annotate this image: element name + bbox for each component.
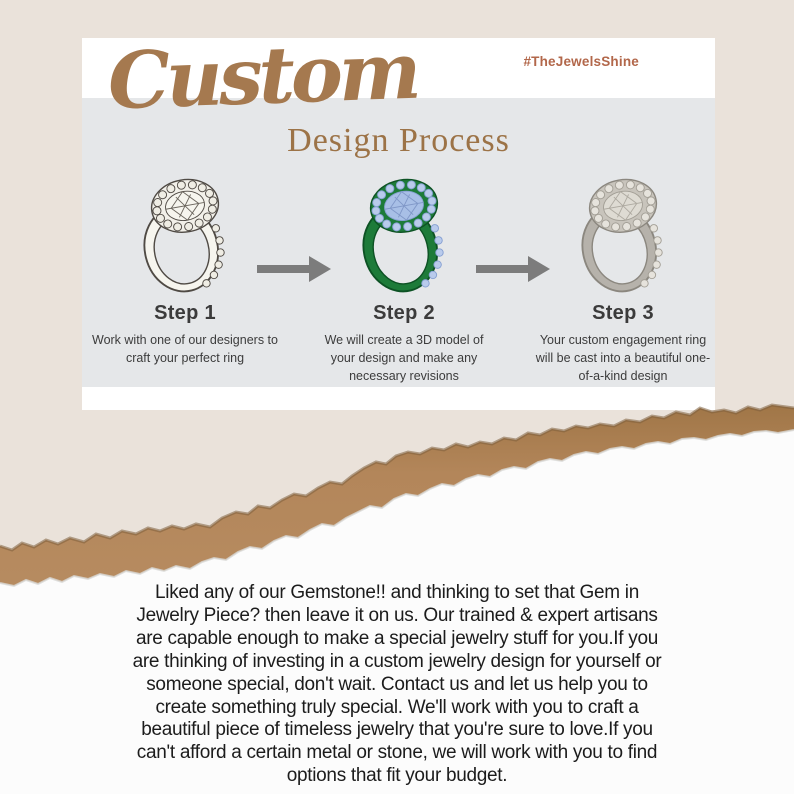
step-1-label: Step 1: [154, 302, 216, 324]
design-process-subtitle: Design Process: [287, 122, 510, 159]
paragraph-line: Liked any of our Gemstone!! and thinking to set that Gem in: [155, 582, 639, 603]
step-3-label: Step 3: [592, 302, 654, 324]
paragraph-line: are thinking of investing in a custom jewelry design for yourself or: [132, 650, 662, 672]
paragraph-line: create something truly special. We'll work with you to craft a: [155, 696, 639, 718]
paragraph-line: options that fit your budget.: [286, 765, 508, 787]
silver-ring-icon: [567, 170, 679, 294]
step-2-label: Step 2: [373, 302, 435, 324]
step-1-description: Work with one of our designers to craft your perfect ring: [92, 333, 278, 365]
paragraph-line: someone special, don't wait. Contact us and let us help you to: [146, 673, 648, 695]
paragraph-line: are capable enough to make a special jewelry stuff for you.If you: [136, 627, 658, 649]
design-process-card: [82, 25, 715, 410]
green-3d-ring-icon: [348, 170, 460, 294]
paragraph-line: Jewelry Piece? then leave it on us. Our trained & expert artisans: [136, 604, 658, 626]
step-3-description: Your custom engagement ring will be cast into a beautiful one-of-a-kind design: [535, 333, 711, 383]
sketch-ring-icon: [129, 170, 241, 294]
paragraph-line: beautiful piece of timeless jewelry that you're sure to love.If you: [141, 719, 653, 741]
paragraph-line: can't afford a certain metal or stone, we will work with you to find: [136, 742, 658, 764]
step-3-column: [518, 168, 728, 385]
step-2-description: We will create a 3D model of your design and make any necessary revisions: [324, 333, 484, 383]
step3-ring-cast-image: [518, 168, 728, 296]
custom-script-title: Custom: [106, 25, 419, 128]
torn-paper-divider: [0, 400, 794, 600]
hashtag-label: #TheJewelsShine: [523, 54, 639, 69]
marketing-paragraph: [57, 582, 737, 788]
